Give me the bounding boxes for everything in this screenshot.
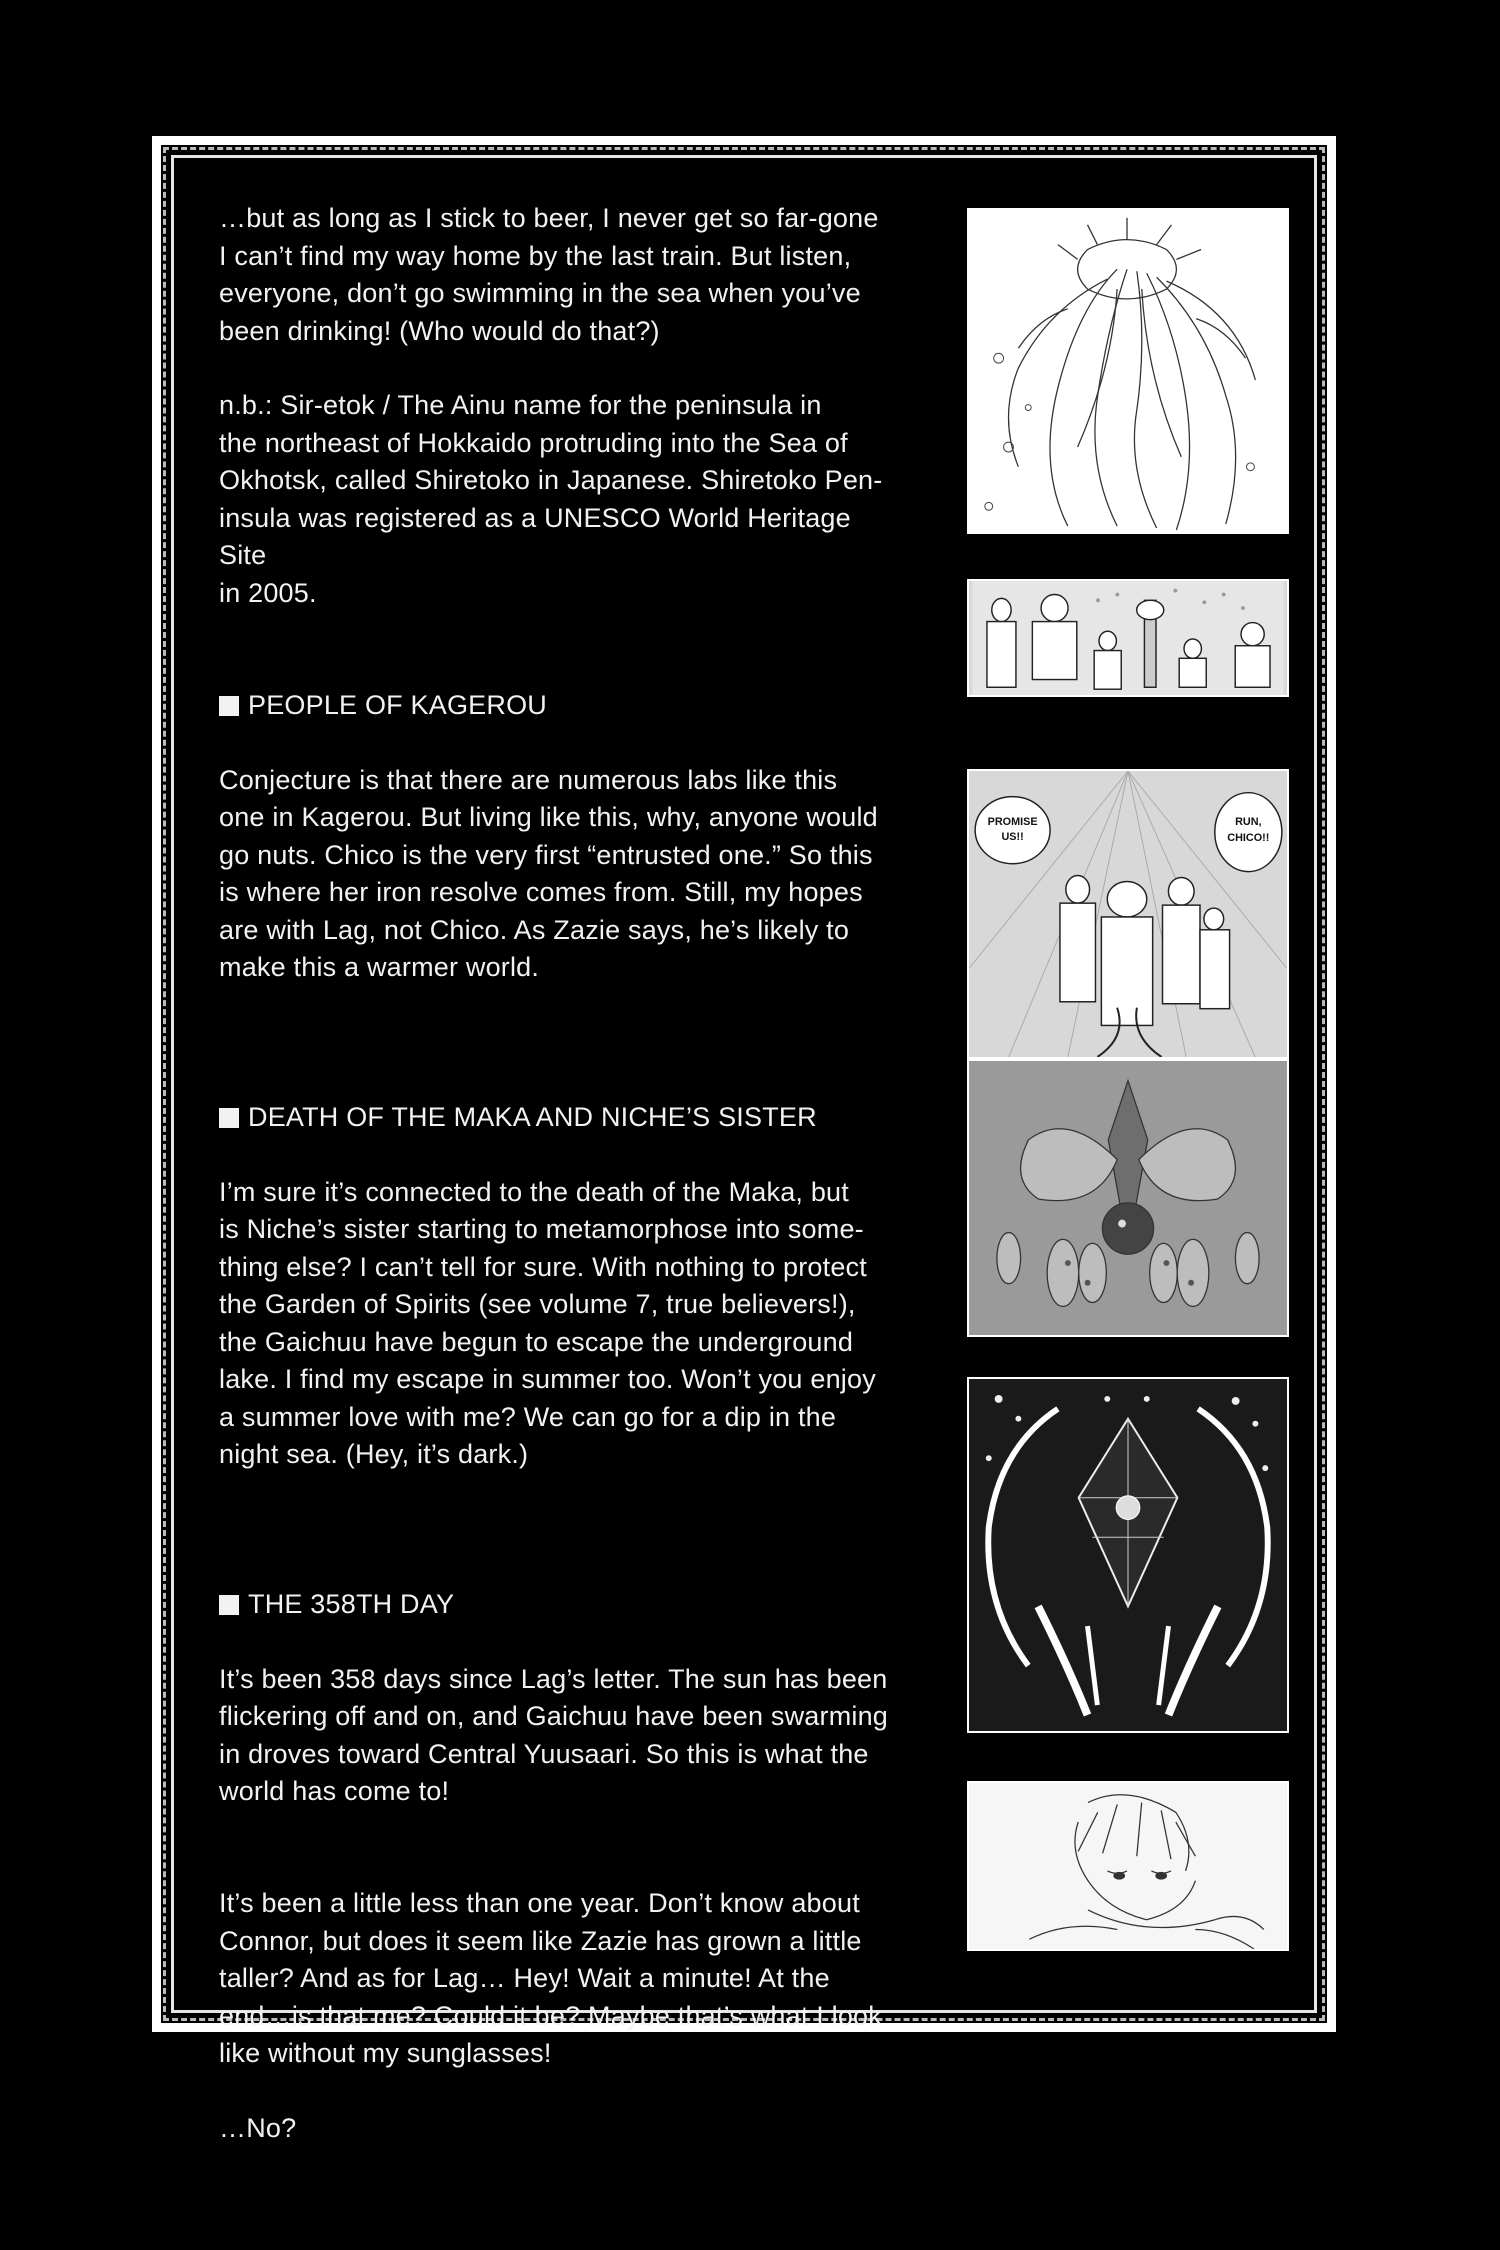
square-bullet-icon bbox=[219, 1108, 239, 1128]
character-closeup-illustration bbox=[969, 1783, 1287, 1949]
section-death-of-maka bbox=[219, 1061, 889, 1511]
section-body: I’m sure it’s connected to the death of the Maka, but is Niche’s sister starting to metamorphose into some- thing else? I can’t tell for sure. With nothing to protect the Garden of Spirits (see volume 7, true believers!), the Gaichuu have begun to escape the underground lake. I find my escape in summer too. Won’t you enjoy a summer love with me? We can go for a dip in the night sea. (Hey, it’s dark.) bbox=[219, 1176, 876, 1469]
square-bullet-icon bbox=[219, 1595, 239, 1615]
section-heading bbox=[219, 687, 889, 725]
bubble-text-run-line1: RUN, bbox=[1235, 816, 1262, 829]
section-title-text: DEATH OF THE MAKA AND NICHE’S SISTER bbox=[248, 1101, 817, 1132]
panel-lab-people bbox=[967, 579, 1289, 697]
section-358th-day bbox=[219, 1548, 889, 1848]
section-body: It’s been 358 days since Lag’s letter. The sun has been flickering off and on, and Gaichuu have been swarming in droves toward Central Yuusaari. So this is what the world has come to! bbox=[219, 1663, 889, 1806]
intro-paragraph: …but as long as I stick to beer, I never get so far-gone I can’t find my way home by the last train. But listen, everyone, don’t go swimming in the sea when you’ve been drinking! (Who would do that?) bbox=[219, 203, 879, 346]
promise-scene-illustration bbox=[969, 771, 1287, 1057]
section-title-text: PEOPLE OF KAGEROU bbox=[248, 689, 547, 720]
panel-promise-scene bbox=[967, 769, 1289, 1059]
section-body: Conjecture is that there are numerous labs like this one in Kagerou. But living like this, why, anyone would go nuts. Chico is the very first “entrusted one.” So this is where her iron resolve comes from. Still, my hopes are with Lag, not Chico. As Zazie says, he’s likely to make this a warmer world. bbox=[219, 764, 878, 982]
speech-bubble-promise bbox=[975, 797, 1050, 864]
square-bullet-icon bbox=[219, 696, 239, 716]
panel-gaichuu-creature bbox=[967, 1059, 1289, 1337]
tentacle-figure-illustration bbox=[969, 210, 1287, 532]
bubble-text-run-line2: CHICO!! bbox=[1227, 832, 1270, 845]
commentary-text-column bbox=[219, 200, 889, 2184]
closing-question: …No? bbox=[219, 2112, 297, 2143]
panel-character-closeup bbox=[967, 1781, 1289, 1951]
bubble-text-promise-line1: PROMISE bbox=[987, 816, 1038, 829]
panel-tentacle-figure bbox=[967, 208, 1289, 534]
section-heading bbox=[219, 1586, 889, 1624]
closing-paragraph: It’s been a little less than one year. Don’t know about Connor, but does it seem like Zazie has grown a little taller? And as for Lag… Hey! Wait a minute! At the end…is that me? Could it be? Maybe that’s what I look like without my sunglasses! bbox=[219, 1888, 882, 2068]
panel-armored-gaichuu bbox=[967, 1377, 1289, 1733]
section-people-of-kagerou bbox=[219, 649, 889, 1024]
section-title-text: THE 358TH DAY bbox=[248, 1588, 455, 1619]
speech-bubble-run-chico bbox=[1215, 793, 1282, 872]
bubble-text-promise-line2: US!! bbox=[1001, 831, 1024, 844]
gaichuu-creature-illustration bbox=[969, 1061, 1287, 1335]
section-heading bbox=[219, 1099, 889, 1137]
armored-gaichuu-illustration bbox=[969, 1379, 1287, 1731]
lab-people-illustration bbox=[969, 581, 1287, 695]
note-paragraph: n.b.: Sir-etok / The Ainu name for the peninsula in the northeast of Hokkaido protruding into the Sea of Okhotsk, called Shiretoko in Japanese. Shiretoko Pen- insula was registered as a UNESCO World Heritage Site in 2005. bbox=[219, 390, 883, 608]
